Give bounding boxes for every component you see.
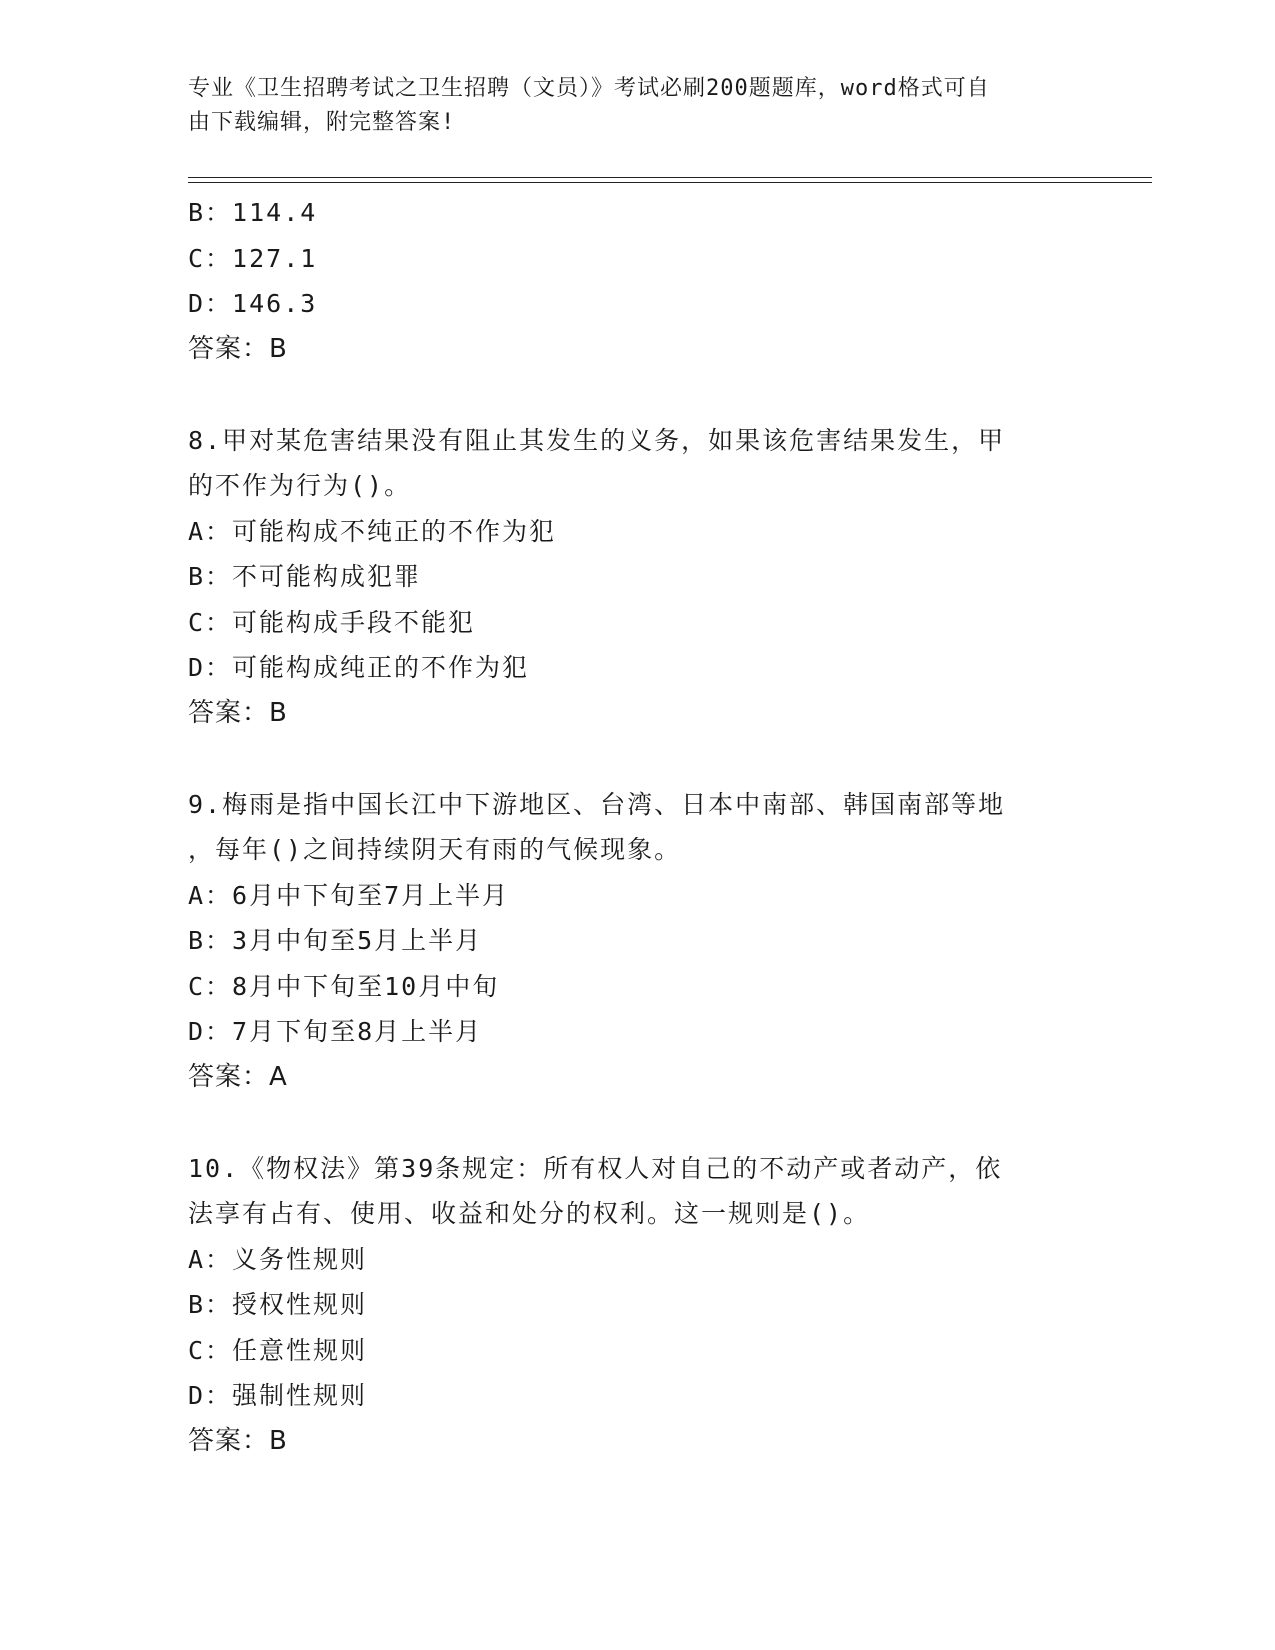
question-9 bbox=[188, 782, 1128, 1101]
option-c: C：8月中下旬至10月中旬 bbox=[188, 971, 500, 1001]
option-d: D：可能构成纯正的不作为犯 bbox=[188, 653, 530, 682]
option-c: C：可能构成手段不能犯 bbox=[188, 607, 476, 637]
option-d: D：7月下旬至8月上半月 bbox=[188, 1017, 483, 1046]
document-header bbox=[188, 72, 1068, 140]
answer-line: 答案：B bbox=[188, 333, 288, 364]
question-stem-line-2: 的不作为行为()。 bbox=[188, 471, 412, 500]
option-d: D：强制性规则 bbox=[188, 1381, 368, 1410]
header-divider-bottom bbox=[188, 182, 1152, 183]
option-b: B：授权性规则 bbox=[188, 1290, 368, 1319]
answer-line: 答案：B bbox=[188, 697, 288, 728]
option-b: B：不可能构成犯罪 bbox=[188, 562, 422, 591]
question-stem-line-1: 8.甲对某危害结果没有阻止其发生的义务，如果该危害结果发生，甲 bbox=[188, 425, 1006, 455]
header-line-2: 由下载编辑，附完整答案! bbox=[188, 110, 456, 135]
option-a: A：6月中下旬至7月上半月 bbox=[188, 880, 510, 910]
spacer bbox=[188, 372, 1128, 418]
option-c: C：任意性规则 bbox=[188, 1335, 368, 1365]
spacer bbox=[188, 1100, 1128, 1146]
header-line-1: 专业《卫生招聘考试之卫生招聘（文员）》考试必刷200题题库，word格式可自 bbox=[188, 76, 990, 101]
question-stem-line-1: 9.梅雨是指中国长江中下游地区、台湾、日本中南部、韩国南部等地 bbox=[188, 789, 1006, 819]
header-divider-top bbox=[188, 177, 1152, 178]
option-d: D：146.3 bbox=[188, 289, 318, 318]
question-stem-line-1: 10.《物权法》第39条规定：所有权人对自己的不动产或者动产，依 bbox=[188, 1153, 1003, 1183]
partial-question bbox=[188, 190, 1128, 372]
question-stem-line-2: 法享有占有、使用、收益和处分的权利。这一规则是()。 bbox=[188, 1199, 871, 1228]
spacer bbox=[188, 736, 1128, 782]
option-b: B：114.4 bbox=[188, 198, 318, 227]
question-10 bbox=[188, 1146, 1128, 1465]
option-b: B：3月中旬至5月上半月 bbox=[188, 926, 483, 955]
option-c: C：127.1 bbox=[188, 243, 318, 273]
option-a: A：可能构成不纯正的不作为犯 bbox=[188, 516, 557, 546]
answer-line: 答案：B bbox=[188, 1425, 288, 1456]
document-body bbox=[188, 190, 1128, 1464]
option-a: A：义务性规则 bbox=[188, 1244, 368, 1274]
answer-line: 答案：A bbox=[188, 1061, 288, 1092]
question-stem-line-2: ，每年()之间持续阴天有雨的气候现象。 bbox=[188, 835, 682, 864]
question-8 bbox=[188, 418, 1128, 737]
